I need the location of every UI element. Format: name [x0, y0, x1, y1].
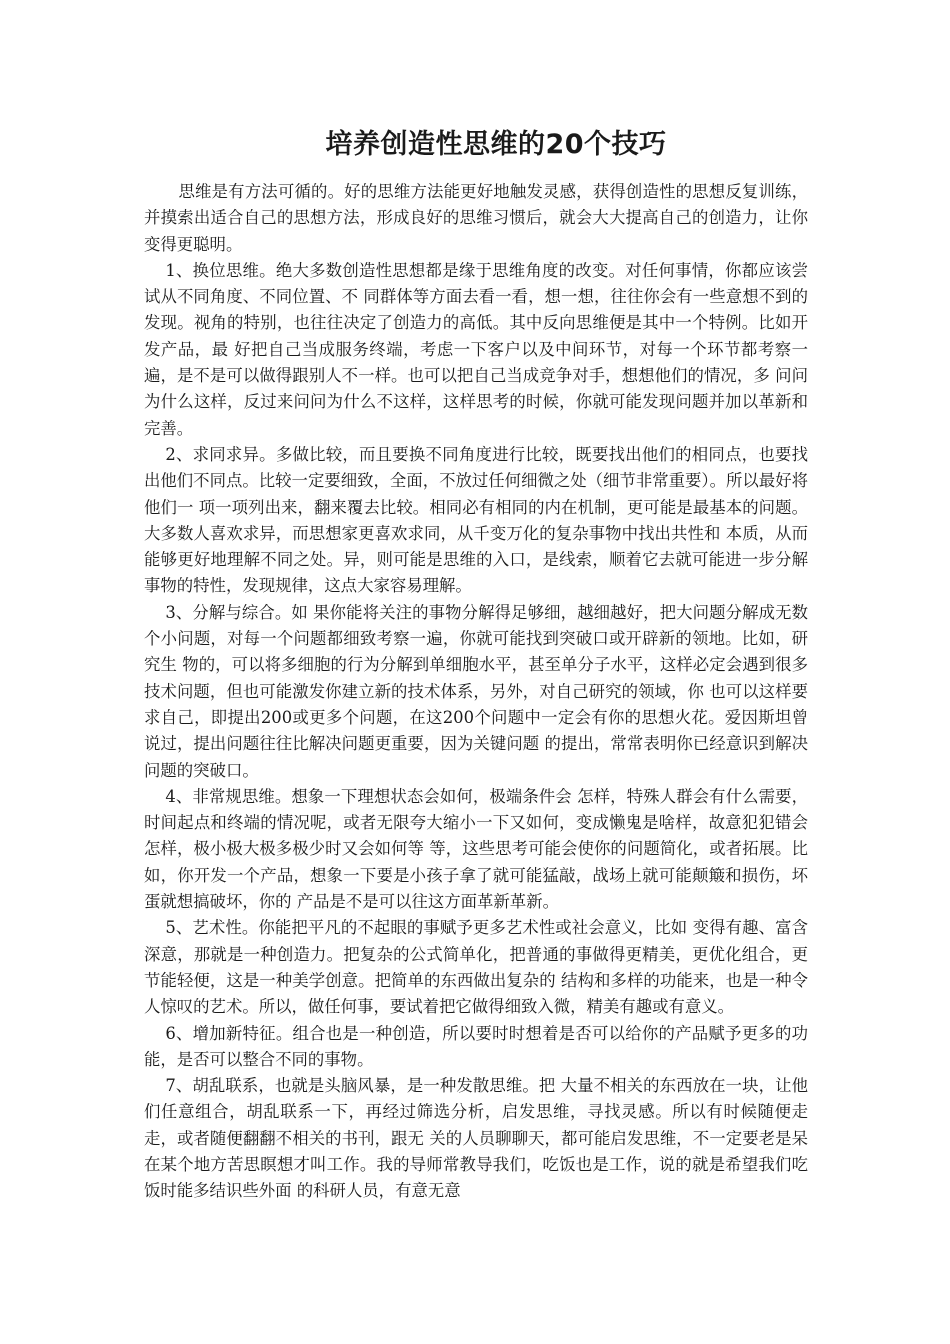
document-title: 培养创造性思维的20个技巧: [325, 129, 667, 160]
paragraph-tip-5: 5、艺术性。你能把平凡的不起眼的事赋予更多艺术性或社会意义，比如 变得有趣、富含深意，那就是一种创造力。把复杂的公式简单化，把普通的事做得更精美，更优化组合，更节能轻便，这是一种美学创意。把简单的东西做出复杂的 结构和多样的功能来，也是一种令人惊叹的艺术。所以，做任何事，要试着把它做得细致入微，精美有趣或有意义。: [144, 918, 808, 1017]
paragraph-tip-3: 3、分解与综合。如 果你能将关注的事物分解得足够细，越细越好，把大问题分解成无数个小问题，对每一个问题都细致考察一遍，你就可能找到突破口或开辟新的领地。比如，研究生 物的，可以将多细胞的行为分解到单细胞水平，甚至单分子水平，这样必定会遇到很多技术问题，但也可能激发你建立新的技术体系，另外，对自己研究的领域，你 也可以这样要求自己，即提出200或更多个问题，在这200个问题中一定会有你的思想火花。爱因斯坦曾说过，提出问题往往比解决问题更重要，因为关键问题 的提出，常常表明你已经意识到解决问题的突破口。: [144, 602, 808, 780]
paragraph-tip-6: 6、增加新特征。组合也是一种创造，所以要时时想着是否可以给你的产品赋予更多的功能，是否可以整合不同的事物。: [144, 1023, 808, 1069]
paragraph-tip-4: 4、非常规思维。想象一下理想状态会如何，极端条件会 怎样，特殊人群会有什么需要，时间起点和终端的情况呢，或者无限夸大缩小一下又如何，变成懒鬼是啥样，故意犯犯错会怎样，极小极大极多极少时又会如何等 等，这些思考可能会使你的问题简化，或者拓展。比如，你开发一个产品，想象一下要是小孩子拿了就可能猛敲，战场上就可能颠簸和损伤，坏蛋就想搞破坏，你的 产品是不是可以往这方面革新革新。: [144, 786, 808, 912]
paragraph-tip-1: 1、换位思维。绝大多数创造性思想都是缘于思维角度的改变。对任何事情，你都应该尝试从不同角度、不同位置、不 同群体等方面去看一看，想一想，往往你会有一些意想不到的发现。视角的特别，也往往决定了创造力的高低。其中反向思维便是其中一个特例。比如开发产品，最 好把自己当成服务终端，考虑一下客户以及中间环节，对每一个环节都考察一遍，是不是可以做得跟别人不一样。也可以把自己当成竞争对手，想想他们的情况，多 问问为什么这样，反过来问问为什么不这样，这样思考的时候，你就可能发现问题并加以革新和完善。: [144, 260, 808, 438]
paragraph-tip-2: 2、求同求异。多做比较，而且要换不同角度进行比较，既要找出他们的相同点，也要找出他们不同点。比较一定要细致，全面，不放过任何细微之处（细节非常重要）。所以最好将他们一 项一项列出来，翻来覆去比较。相同必有相同的内在机制，更可能是最基本的问题。大多数人喜欢求异，而思想家更喜欢求同，从千变万化的复杂事物中找出共性和 本质，从而能够更好地理解不同之处。异，则可能是思维的入口，是线索，顺着它去就可能进一步分解事物的特性，发现规律，这点大家容易理解。: [144, 444, 808, 596]
document-page: [144, 125, 808, 1205]
paragraph-intro: 思维是有方法可循的。好的思维方法能更好地触发灵感，获得创造性的思想反复训练，并摸索出适合自己的思想方法，形成良好的思维习惯后，就会大大提高自己的创造力，让你变得更聪明。: [144, 182, 808, 254]
paragraph-tip-7: 7、胡乱联系，也就是头脑风暴，是一种发散思维。把 大量不相关的东西放在一块，让他们任意组合，胡乱联系一下，再经过筛选分析，启发思维，寻找灵感。所以有时候随便走走，或者随便翻翻不相关的书刊，跟无 关的人员聊聊天，都可能启发思维，不一定要老是呆在某个地方苦思瞑想才叫工作。我的导师常教导我们，吃饭也是工作，说的就是希望我们吃饭时能多结识些外面 的科研人员，有意无意: [144, 1076, 808, 1201]
